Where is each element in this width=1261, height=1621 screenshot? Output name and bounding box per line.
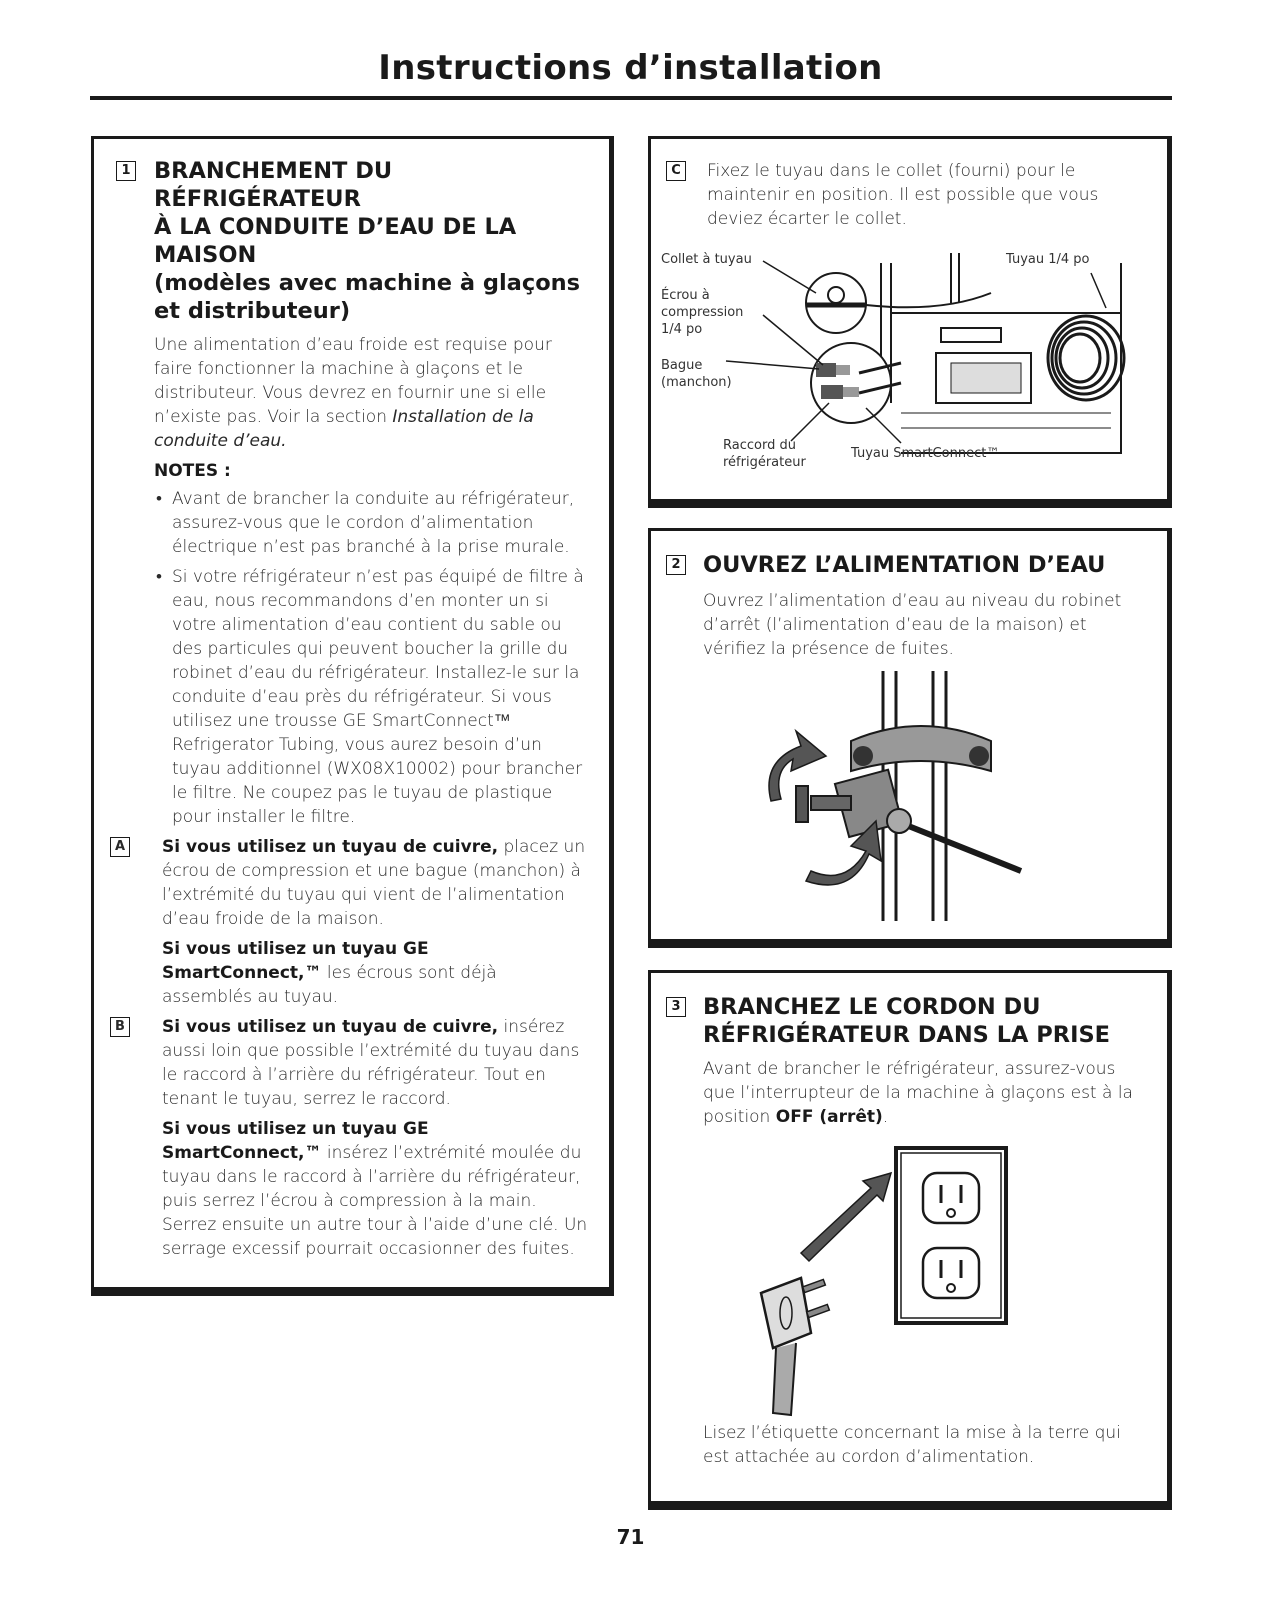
label-raccord-2: réfrigérateur [723, 455, 806, 470]
label-raccord-1: Raccord du [723, 438, 796, 453]
note-item-2: • Si votre réfrigérateur n’est pas équipé de filtre à eau, nous recommandons d’en monter un si votre alimentation d’eau contient du sable ou des particules qui peuvent boucher la grille du robinet d’eau du réfrigérateur. Installez-le sur la conduite d’eau près du réfrigérateur. Si vous utilisez une trousse GE SmartConnect™ Refrigerator Tubing, vous aurez besoin d’un tuyau additionnel (WX08X10002) pour brancher le filtre. Ne coupez pas le tuyau de plastique pour installer le filtre. [154, 565, 591, 829]
insert-arrow-icon [801, 1173, 891, 1261]
step-number-2: 2 [666, 555, 686, 575]
note-item-1: • Avant de brancher la conduite au réfrigérateur, assurez-vous que le cordon d’alimentation électrique n’est pas branché à la prise murale. [154, 487, 591, 559]
step-letter-c: C [666, 161, 686, 181]
section-1-box [91, 136, 614, 1296]
step-letter-a: A [110, 837, 130, 857]
section-1-intro: Une alimentation d’eau froide est requise pour faire fonctionner la machine à glaçons et le distributeur. Vous devrez en fournir une si elle n’existe pas. Voir la section Installation de la conduite d’eau. [154, 335, 552, 451]
refrigerator-back-panel [881, 253, 1121, 453]
label-smartconnect: Tuyau SmartConnect™ [851, 446, 1000, 461]
step-letter-b: B [110, 1017, 130, 1037]
label-ecrou-2: compression [661, 305, 744, 320]
page-title: Instructions d’installation [378, 48, 883, 88]
section-3-box [648, 970, 1172, 1510]
label-bague-2: (manchon) [661, 375, 732, 390]
outlet-plug-illustration [751, 1143, 1051, 1433]
label-ecrou-1: Écrou à [661, 288, 710, 303]
label-bague-1: Bague [661, 358, 703, 373]
notes-list [154, 487, 591, 829]
label-collet: Collet à tuyau [661, 252, 752, 267]
label-tuyau-quarter: Tuyau 1/4 po [1006, 252, 1090, 267]
section-3-footer: Lisez l’étiquette concernant la mise à la terre qui est attachée au cordon d’alimentation. [703, 1423, 1121, 1467]
section-1-heading: BRANCHEMENT DU RÉFRIGÉRATEUR À LA CONDUITE D’EAU DE LA MAISON (modèles avec machine à glaçons et distributeur) [154, 158, 581, 324]
section-3-text: Avant de brancher le réfrigérateur, assurez-vous que l’interrupteur de la machine à glaçons est à la position OFF (arrêt). [703, 1059, 1133, 1127]
page-number: 71 [616, 1525, 645, 1549]
section-2-text: Ouvrez l’alimentation d’eau au niveau du robinet d’arrêt (l’alimentation d’eau de la maison) et vérifiez la présence de fuites. [703, 591, 1122, 659]
step-number-3: 3 [666, 997, 686, 1017]
step-c-box [648, 136, 1172, 508]
shutoff-valve-illustration [751, 671, 1051, 921]
title-divider [90, 96, 1172, 100]
step-c-text: Fixez le tuyau dans le collet (fourni) pour le maintenir en position. Il est possible que vous deviez écarter le collet. [707, 161, 1099, 229]
fitting-magnifier [811, 343, 891, 423]
section-2-box [648, 528, 1172, 948]
tubing-coil-icon [1048, 316, 1124, 400]
section-2-heading: OUVREZ L’ALIMENTATION D’EAU [703, 552, 1106, 578]
step-b: B Si vous utilisez un tuyau de cuivre, insérez aussi loin que possible l’extrémité du tuyau dans le raccord à l’arrière du réfrigérateur. Tout en tenant le tuyau, serrez le raccord. Si vous utilisez un tuyau GE SmartConnect,™ insérez l’extrémité moulée du tuyau dans le raccord à l’arrière du réfrigérateur, puis serrez l’écrou à compression à la main. Serrez ensuite un autre tour à l’aide d’une clé. Un serrage excessif pourrait occasionner des fuites. [110, 1015, 591, 1261]
step-number-1: 1 [116, 161, 136, 181]
section-3-heading: BRANCHEZ LE CORDON DU RÉFRIGÉRATEUR DANS LA PRISE [703, 994, 1111, 1048]
rotate-arrow-icon-2 [806, 821, 881, 885]
step-a: A Si vous utilisez un tuyau de cuivre, placez un écrou de compression et une bague (manchon) à l’extrémité du tuyau qui vient de l’alimentation d’eau froide de la maison. Si vous utilisez un tuyau GE SmartConnect,™ les écrous sont déjà assemblés au tuyau. [110, 835, 591, 1009]
label-ecrou-3: 1/4 po [661, 322, 703, 337]
notes-label: NOTES : [154, 461, 231, 481]
